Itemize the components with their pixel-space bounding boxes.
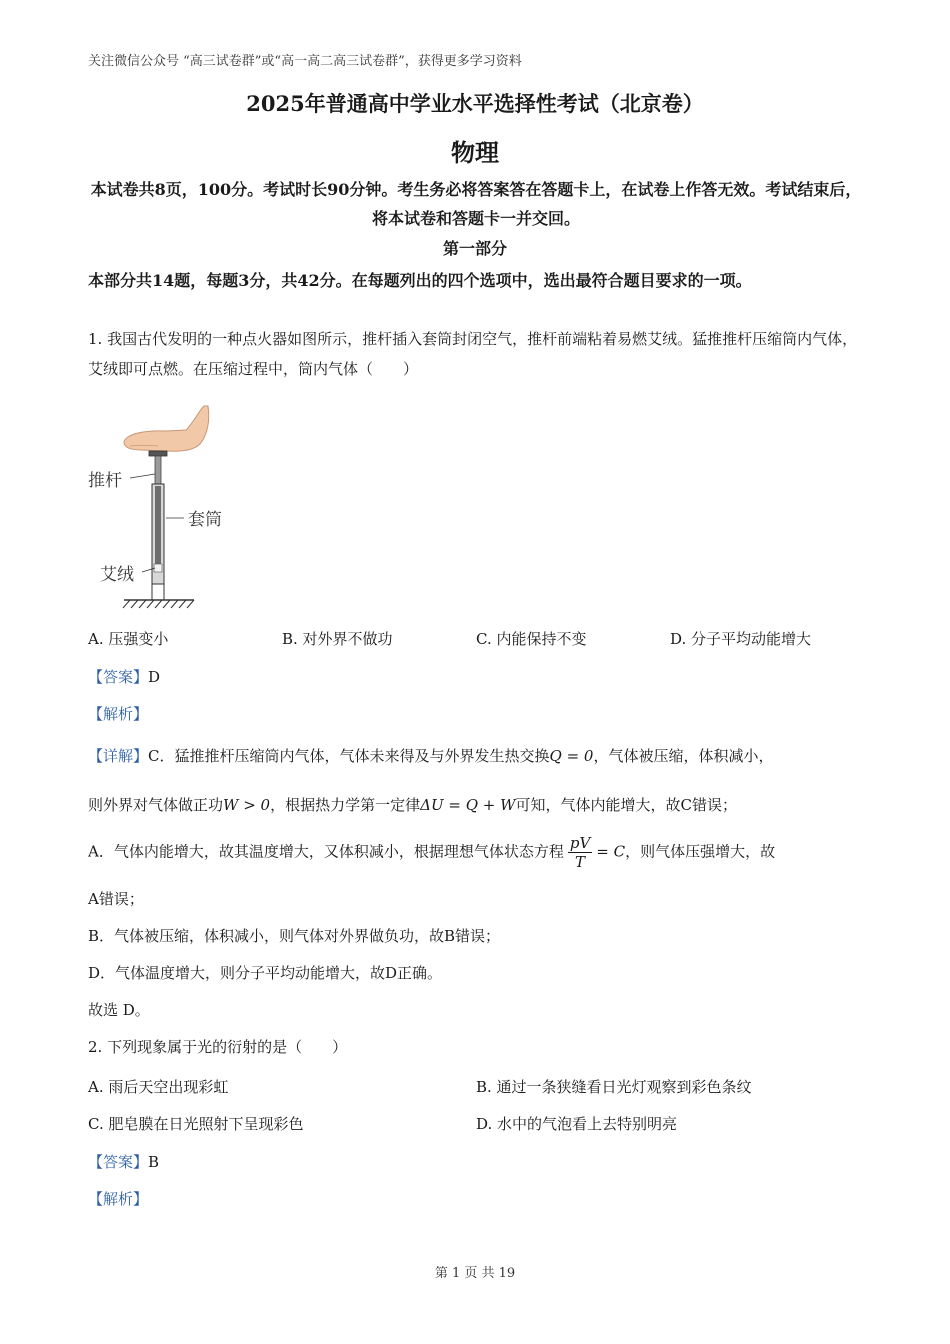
instructions: 本试卷共8页，100分。考试时长90分钟。考生务必将答案答在答题卡上，在试卷上作答无效。考试结束后，将本试卷和答题卡一并交回。 bbox=[90, 180, 862, 228]
answer-value: B bbox=[148, 1153, 160, 1171]
q2-answer bbox=[88, 1151, 159, 1172]
q1-option-d: D. 分子平均动能增大 bbox=[670, 630, 812, 648]
q1-option-c: C. 内能保持不变 bbox=[476, 630, 587, 648]
q1-detail-line-5: B．气体被压缩，体积减小，则气体对外界做负功，故B错误； bbox=[88, 927, 501, 945]
eq-q-zero: Q = 0 bbox=[549, 747, 594, 765]
q2-text: 2. 下列现象属于光的衍射的是（ ） bbox=[88, 1038, 348, 1056]
eq-first-law: ΔU = Q + W bbox=[420, 796, 516, 814]
q1-analysis-tag: 【解析】 bbox=[88, 705, 149, 723]
tinder bbox=[154, 564, 162, 572]
q1-option-b: B. 对外界不做功 bbox=[282, 630, 393, 648]
header-note: 关注微信公众号 “高三试卷群”或“高一高二高三试卷群”，获得更多学习资料 bbox=[88, 54, 522, 69]
q2-option-a: A. 雨后天空出现彩虹 bbox=[88, 1078, 229, 1096]
q2-option-c: C. 肥皂膜在日光照射下呈现彩色 bbox=[88, 1115, 304, 1133]
q1-detail-line-6: D．气体温度增大，则分子平均动能增大，故D正确。 bbox=[88, 964, 443, 982]
part-title: 第一部分 bbox=[442, 239, 507, 258]
q1-detail-line-4: A错误； bbox=[88, 890, 144, 908]
subject-title: 物理 bbox=[451, 138, 499, 167]
q1-detail-line-3: A．气体内能增大，故其温度增大，又体积减小，根据理想气体状态方程 $\frac{pV}{T}$ = C，则气体压强增大，故 bbox=[88, 834, 776, 871]
q2-option-d: D. 水中的气泡看上去特别明亮 bbox=[476, 1115, 678, 1133]
answer-value: D bbox=[148, 668, 161, 686]
answer-tag: 【答案】 bbox=[88, 668, 149, 686]
igniter-figure bbox=[86, 400, 236, 610]
hand-illustration bbox=[124, 406, 209, 451]
answer-tag: 【答案】 bbox=[88, 1153, 149, 1171]
detail-tag: 【详解】 bbox=[88, 747, 149, 765]
q1-detail-line-7: 故选 D。 bbox=[88, 1001, 150, 1019]
q1-detail-line-2: 则外界对气体做正功W > 0，根据热力学第一定律ΔU = Q + W可知，气体内能增大，故C错误； bbox=[88, 796, 737, 814]
label-push-rod: 推杆 bbox=[88, 471, 122, 490]
q2-analysis-tag: 【解析】 bbox=[88, 1190, 149, 1208]
q1-option-a: A. 压强变小 bbox=[88, 630, 169, 648]
q1-detail-line-1: 【详解】C．猛推推杆压缩筒内气体，气体未来得及与外界发生热交换Q = 0，气体被压缩，体积减小， bbox=[88, 747, 774, 765]
label-sleeve: 套筒 bbox=[188, 510, 222, 529]
label-tinder: 艾绒 bbox=[100, 565, 134, 584]
page-footer: 第 1 页 共 19 bbox=[434, 1266, 516, 1281]
part-description: 本部分共14题，每题3分，共42分。在每题列出的四个选项中，选出最符合题目要求的一项。 bbox=[88, 271, 752, 290]
exam-title: 2025年普通高中学业水平选择性考试（北京卷） bbox=[246, 91, 704, 116]
q1-text: 1. 我国古代发明的一种点火器如图所示，推杆插入套筒封闭空气，推杆前端粘着易燃艾绒。猛推推杆压缩筒内气体，艾绒即可点燃。在压缩过程中，筒内气体（ ） bbox=[88, 330, 858, 378]
rod-cap bbox=[149, 451, 167, 456]
eq-w-positive: W > 0 bbox=[223, 796, 271, 814]
q1-answer bbox=[88, 666, 160, 687]
q2-option-b: B. 通过一条狭缝看日光灯观察到彩色条纹 bbox=[476, 1078, 752, 1096]
eq-ideal-gas-fraction: $\frac{pV}{T}$ bbox=[569, 834, 591, 871]
